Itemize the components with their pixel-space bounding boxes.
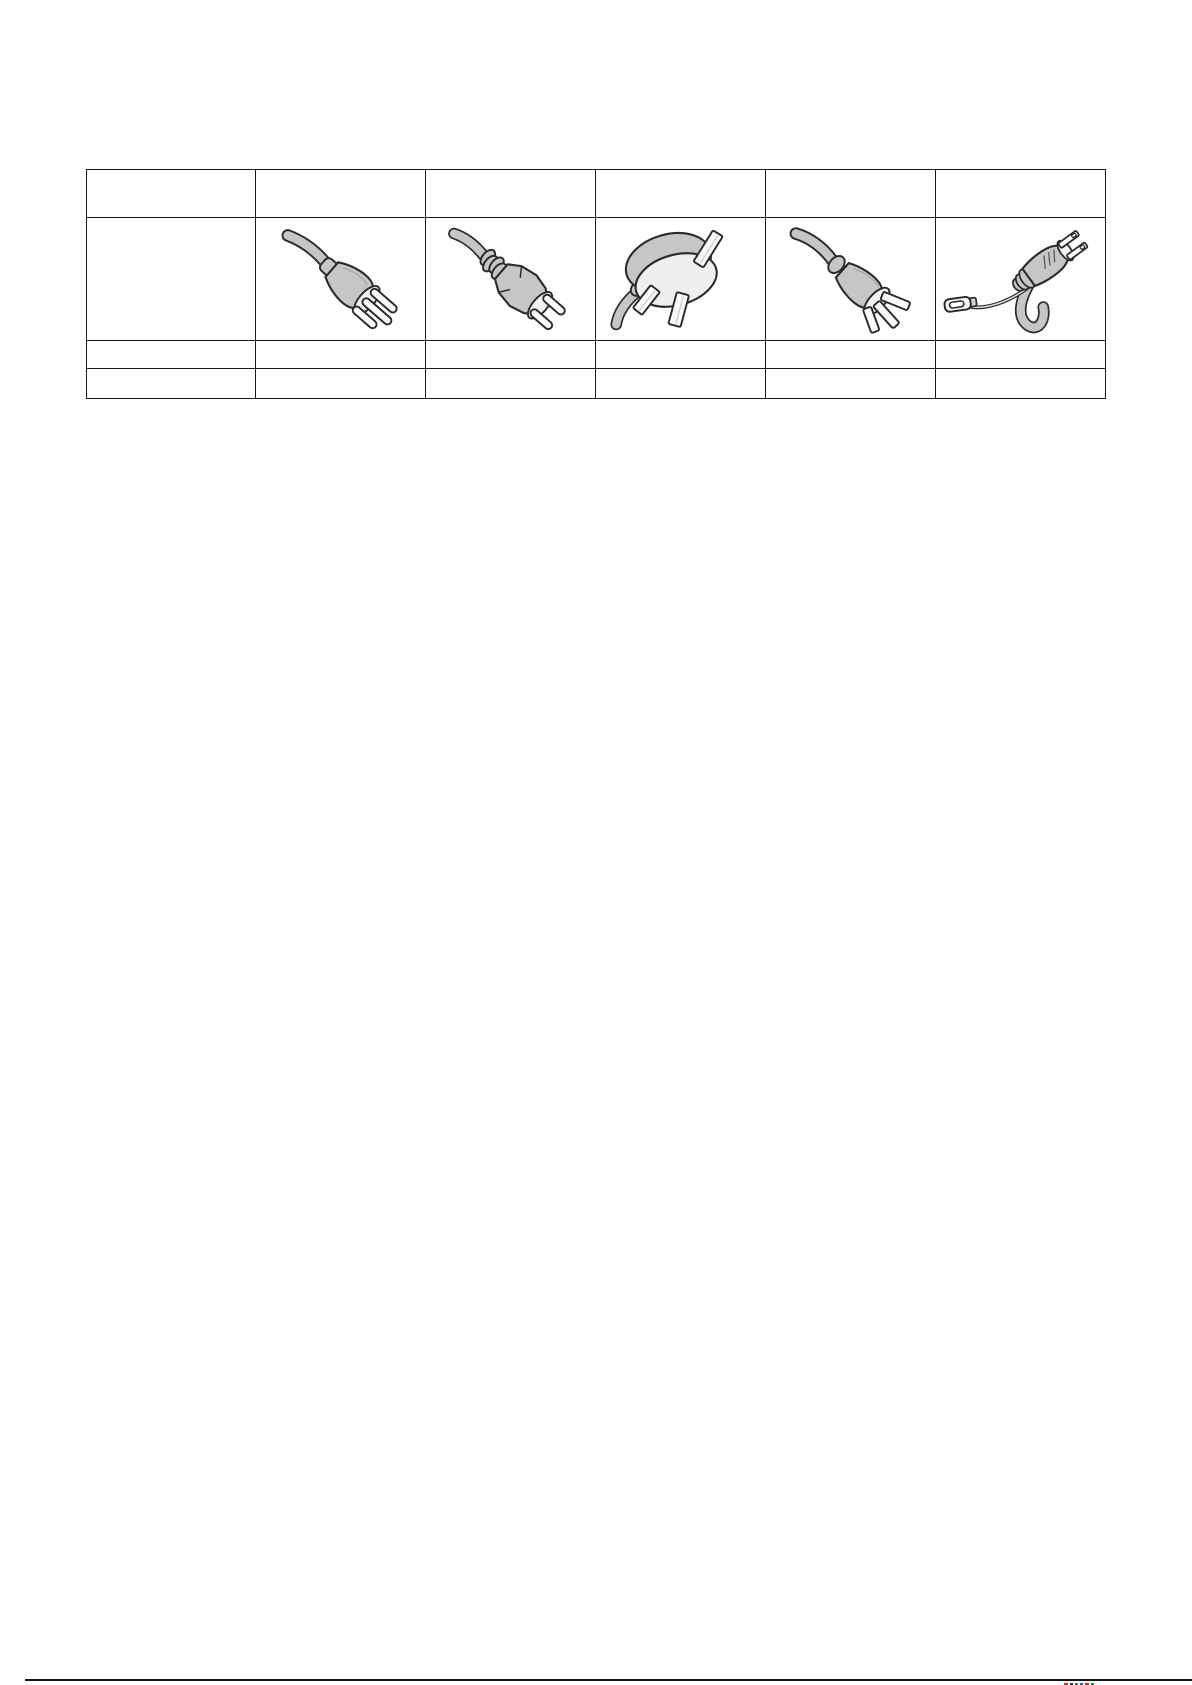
header-cell-label: [87, 170, 256, 218]
two-flat-pin-plug-with-ground-wire-icon: [936, 218, 1105, 340]
empty-row1-cell-1: [256, 341, 426, 369]
three-prong-grounded-plug-icon: [256, 218, 425, 340]
empty-row1-cell-5: [936, 341, 1106, 369]
footer-rule: [25, 1679, 1192, 1681]
plug-cell-2: [426, 218, 596, 341]
plug-cell-3: [596, 218, 766, 341]
header-cell-4: [766, 170, 936, 218]
header-cell-3: [596, 170, 766, 218]
table-image-row: [87, 218, 1106, 341]
empty-row2-cell-3: [596, 369, 766, 399]
plug-cell-1: [256, 218, 426, 341]
power-cord-table: [86, 169, 1105, 397]
empty-row1-cell-0: [87, 341, 256, 369]
empty-row1-cell-3: [596, 341, 766, 369]
table-empty-row-2: [87, 369, 1106, 399]
power-cord-table-grid: [86, 169, 1106, 399]
plug-cell-5: [936, 218, 1106, 341]
image-row-label-cell: [87, 218, 256, 341]
empty-row2-cell-0: [87, 369, 256, 399]
three-rectangular-pin-plug-icon: [596, 218, 765, 340]
empty-row1-cell-2: [426, 341, 596, 369]
empty-row2-cell-2: [426, 369, 596, 399]
empty-row2-cell-4: [766, 369, 936, 399]
plug-cell-4: [766, 218, 936, 341]
header-cell-1: [256, 170, 426, 218]
three-flat-pin-plug-icon: [766, 218, 935, 340]
empty-row2-cell-5: [936, 369, 1106, 399]
table-empty-row-1: [87, 341, 1106, 369]
empty-row1-cell-4: [766, 341, 936, 369]
header-cell-2: [426, 170, 596, 218]
header-cell-5: [936, 170, 1106, 218]
table-header-row: [87, 170, 1106, 218]
empty-row2-cell-1: [256, 369, 426, 399]
two-round-pin-plug-icon: [426, 218, 595, 340]
